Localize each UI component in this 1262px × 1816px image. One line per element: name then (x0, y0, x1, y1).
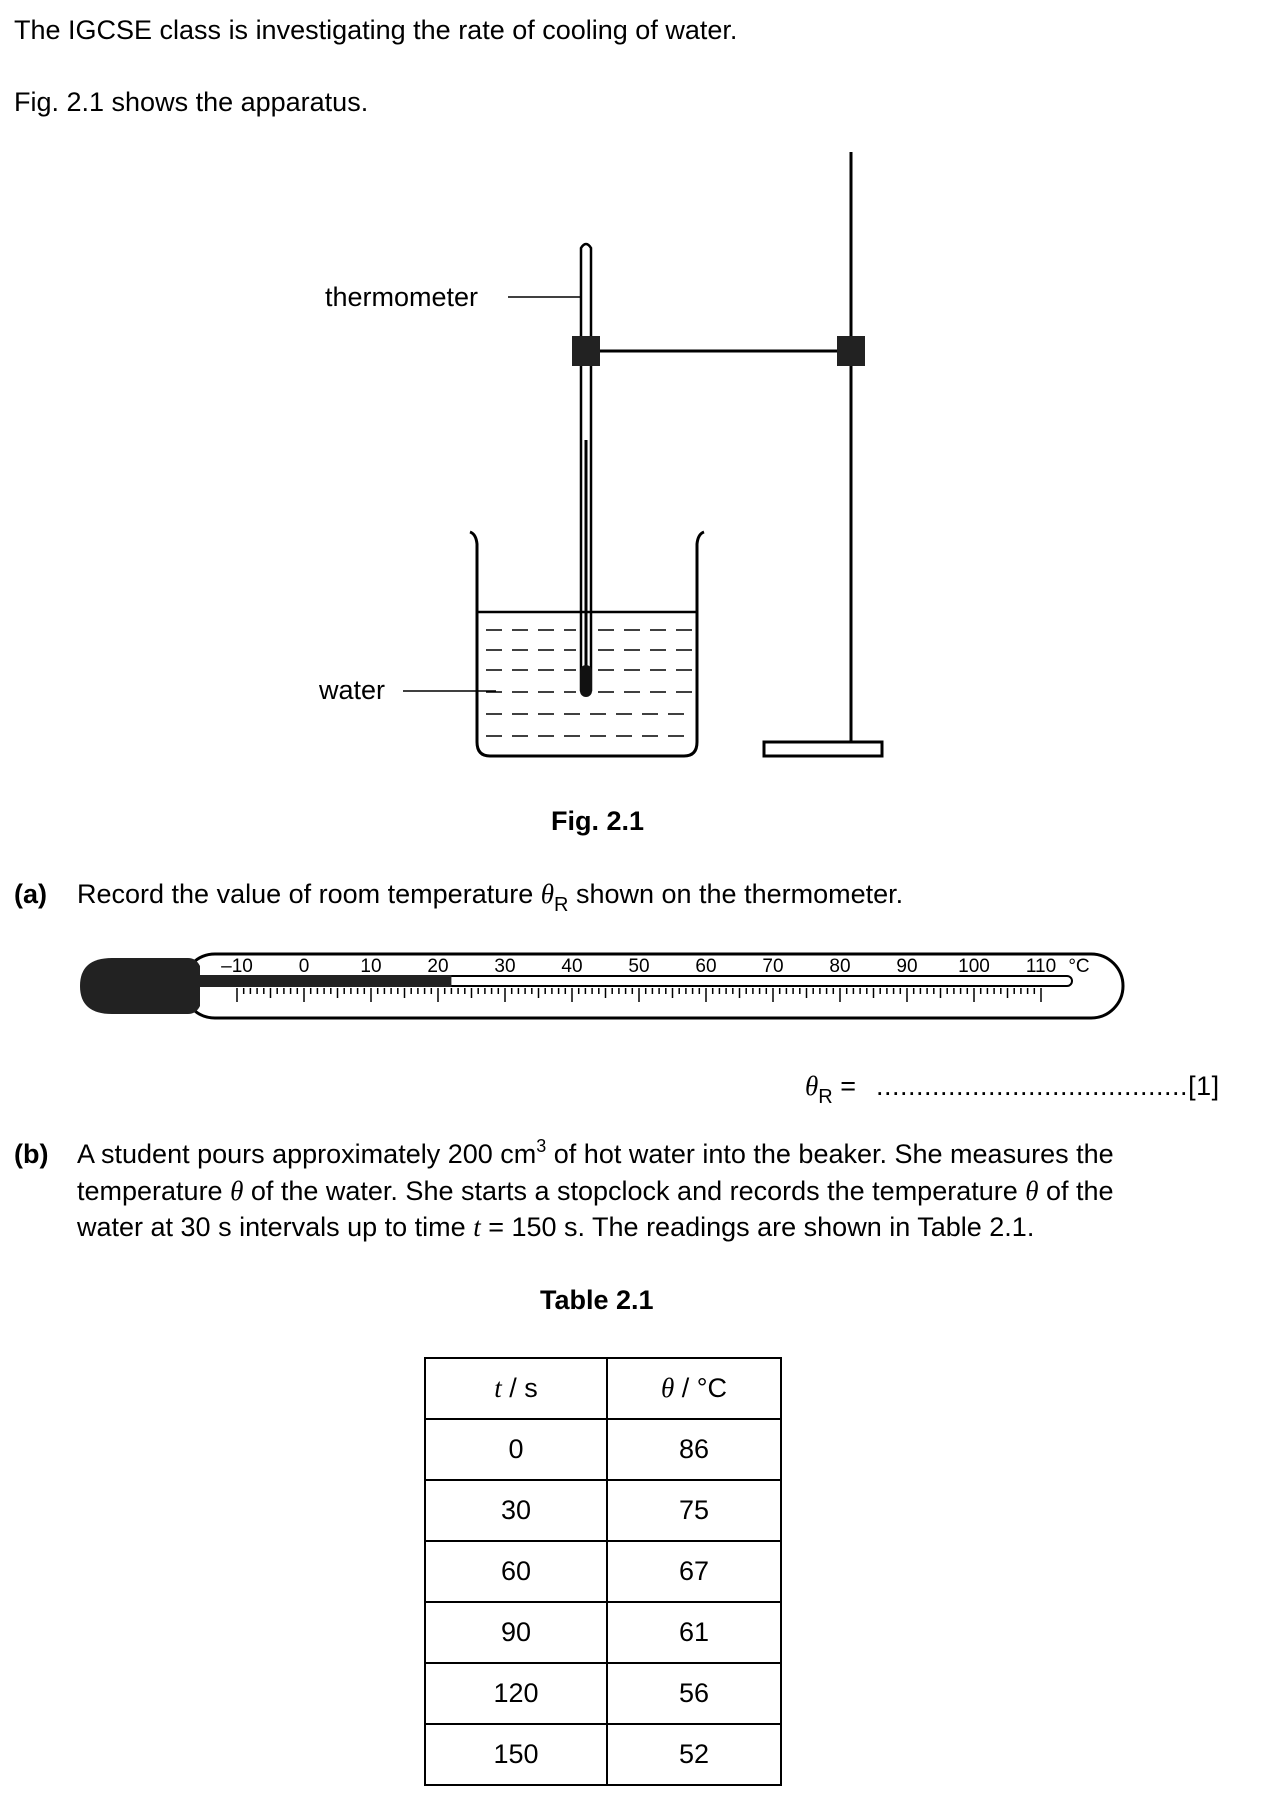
table-row (425, 1724, 781, 1785)
cell-temperature: 61 (607, 1602, 781, 1663)
scale-label: –10 (221, 956, 253, 977)
answer-marks: [1] (1188, 1071, 1220, 1101)
answer-subscript: R (818, 1086, 833, 1108)
header-temperature (607, 1358, 781, 1419)
cell-time: 0 (425, 1419, 607, 1480)
part-b-label: (b) (14, 1139, 49, 1169)
scale-label: 80 (829, 956, 851, 977)
cell-time: 120 (425, 1663, 607, 1724)
scale-label: 10 (360, 956, 382, 977)
cell-time: 90 (425, 1602, 607, 1663)
part-a-label: (a) (14, 879, 47, 909)
data-table (424, 1357, 782, 1786)
part-b-line-2 (77, 1173, 1114, 1209)
answer-line-a (805, 1068, 856, 1107)
label-thermometer: thermometer (325, 282, 479, 312)
scale-label: 40 (561, 956, 583, 977)
part-b-line3-a: water at 30 s intervals up to time (77, 1212, 474, 1242)
part-b-line-3 (77, 1209, 1034, 1245)
table-header-row (425, 1358, 781, 1419)
header-theta-symbol: θ (660, 1373, 675, 1403)
table-row (425, 1541, 781, 1602)
table-row (425, 1419, 781, 1480)
scale-label: 110 (1025, 956, 1057, 977)
part-b-line2-a: temperature (77, 1176, 231, 1206)
cell-time: 150 (425, 1724, 607, 1785)
table-row (425, 1663, 781, 1724)
part-b-line-1 (77, 1136, 1114, 1175)
part-b-theta-2: θ (1025, 1176, 1039, 1206)
scale-unit: °C (1068, 956, 1090, 977)
answer-theta: θ (805, 1071, 819, 1101)
part-b-line3-b: = 150 s. The readings are shown in Table 2.1. (480, 1212, 1035, 1242)
scale-label: 100 (958, 956, 990, 977)
table-row (425, 1480, 781, 1541)
cell-temperature: 52 (607, 1724, 781, 1785)
scale-label: 70 (762, 956, 784, 977)
cell-time: 30 (425, 1480, 607, 1541)
part-b-superscript: 3 (536, 1136, 547, 1156)
cell-temperature: 67 (607, 1541, 781, 1602)
part-b-theta-1: θ (230, 1176, 244, 1206)
cell-temperature: 75 (607, 1480, 781, 1541)
scale-label: 0 (298, 956, 310, 977)
label-water: water (319, 675, 386, 705)
table-title: Table 2.1 (540, 1285, 654, 1315)
cell-temperature: 86 (607, 1419, 781, 1480)
intro-line-2: Fig. 2.1 shows the apparatus. (14, 87, 369, 117)
part-b-t-symbol: t (473, 1212, 481, 1242)
theta-symbol: θ (540, 879, 554, 909)
header-theta-unit: / °C (674, 1373, 728, 1403)
answer-equals: = (840, 1071, 857, 1101)
answer-blank[interactable] (876, 1068, 1220, 1104)
thermometer-bulb-horizontal (80, 958, 200, 1014)
scale-label: 20 (427, 956, 449, 977)
scale-label: 90 (896, 956, 918, 977)
header-t-unit: / s (501, 1373, 538, 1403)
table-row (425, 1602, 781, 1663)
part-b-line1-a: A student pours approximately 200 cm (77, 1139, 537, 1169)
cell-temperature: 56 (607, 1663, 781, 1724)
scale-label: 60 (695, 956, 717, 977)
scale-label: 50 (628, 956, 650, 977)
part-a-text-before: Record the value of room temperature (77, 879, 541, 909)
scale-label: 30 (494, 956, 516, 977)
part-b-line1-b: of hot water into the beaker. She measures the (546, 1139, 1114, 1169)
answer-dots: ....................................... (876, 1071, 1189, 1101)
theta-subscript: R (554, 894, 569, 916)
header-t-symbol: t (494, 1373, 502, 1403)
cell-time: 60 (425, 1541, 607, 1602)
intro-line-1: The IGCSE class is investigating the rate of cooling of water. (14, 15, 738, 45)
part-b-line2-c: of the (1038, 1176, 1114, 1206)
figure-caption: Fig. 2.1 (551, 806, 645, 836)
part-b-line2-b: of the water. She starts a stopclock and records the temperature (243, 1176, 1026, 1206)
header-time (425, 1358, 607, 1419)
part-a-text-after: shown on the thermometer. (568, 879, 904, 909)
